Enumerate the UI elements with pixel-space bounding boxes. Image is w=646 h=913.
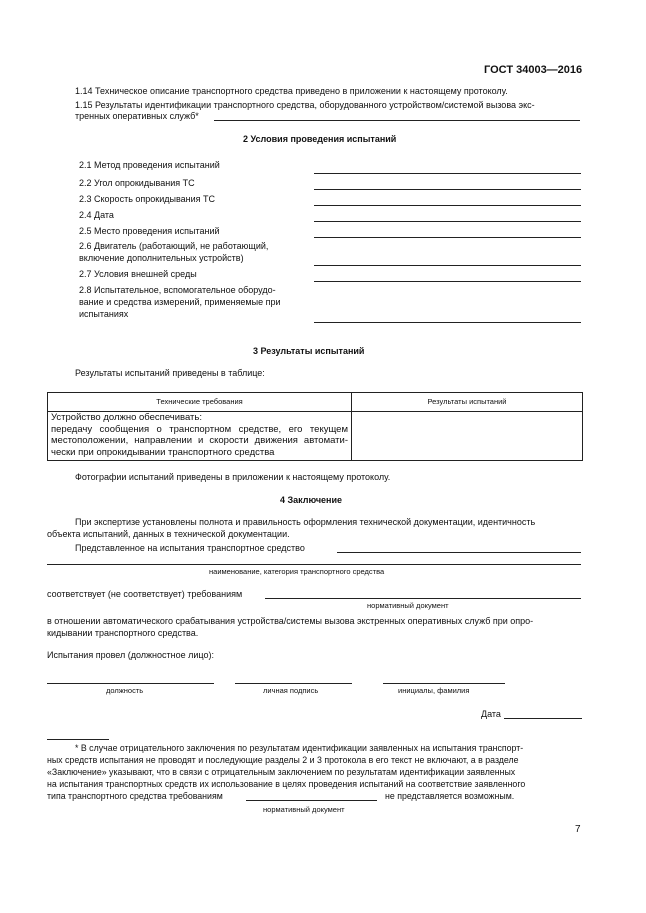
blank-line-2-7[interactable] bbox=[314, 281, 581, 282]
date-field[interactable] bbox=[504, 718, 582, 719]
position-field[interactable] bbox=[47, 683, 214, 684]
blank-line-2-4[interactable] bbox=[314, 221, 581, 222]
requirement-line: чески при опрокидывании транспортного средства bbox=[51, 446, 275, 458]
conclusion-para2-line1: в отношении автоматического срабатывания устройства/системы вызова экстренных оперативных служб при опро- bbox=[47, 616, 534, 626]
section-2-title: 2 Условия проведения испытаний bbox=[243, 134, 397, 144]
requirement-cell bbox=[48, 412, 352, 461]
col-header-results: Результаты испытаний bbox=[352, 393, 583, 412]
photos-note: Фотографии испытаний приведены в приложении к настоящему протоколу. bbox=[75, 472, 391, 482]
presented-vehicle-label: Представленное на испытания транспортное средство bbox=[75, 543, 305, 553]
requirement-line: Устройство должно обеспечивать: bbox=[51, 412, 202, 423]
signature-field[interactable] bbox=[235, 683, 352, 684]
conclusion-para2-line2: кидывании транспортного средства. bbox=[47, 628, 199, 638]
item-2-6-line2: включение дополнительных устройств) bbox=[79, 253, 244, 263]
item-2-8-line2: вание и средства измерений, применяемые при bbox=[79, 297, 281, 307]
blank-line-1-15[interactable] bbox=[214, 120, 580, 121]
footnote-caption-normative: нормативный документ bbox=[263, 805, 345, 814]
footnote-line-3: «Заключение» указывают, что в связи с отрицательным заключением по результатам идентификации заявленных bbox=[47, 767, 516, 777]
item-2-4: 2.4 Дата bbox=[79, 210, 114, 220]
caption-normative: нормативный документ bbox=[367, 601, 449, 610]
caption-signature: личная подпись bbox=[263, 686, 319, 695]
blank-line-2-8[interactable] bbox=[314, 322, 581, 323]
blank-line-2-6[interactable] bbox=[314, 265, 581, 266]
item-2-2: 2.2 Угол опрокидывания ТС bbox=[79, 178, 195, 188]
table-row bbox=[48, 412, 583, 461]
item-2-8-line3: испытаниях bbox=[79, 309, 129, 319]
caption-vehicle: наименование, категория транспортного средства bbox=[209, 567, 385, 576]
complies-label: соответствует (не соответствует) требованиям bbox=[47, 589, 243, 599]
blank-line-2-1[interactable] bbox=[314, 173, 581, 174]
document-id: ГОСТ 34003—2016 bbox=[484, 64, 583, 76]
date-label: Дата bbox=[481, 709, 501, 719]
requirement-line: передачу сообщения о транспортном средстве, его текущем bbox=[51, 423, 348, 435]
table-header-row bbox=[48, 393, 583, 412]
requirements-table bbox=[47, 392, 583, 461]
item-2-7: 2.7 Условия внешней среды bbox=[79, 269, 197, 279]
item-2-5: 2.5 Место проведения испытаний bbox=[79, 226, 220, 236]
blank-line-2-2[interactable] bbox=[314, 189, 581, 190]
item-2-8-line1: 2.8 Испытательное, вспомогательное оборудо- bbox=[79, 285, 276, 295]
conclusion-para1-line2: объекта испытаний, данных в технической документации. bbox=[47, 529, 290, 539]
section-4-title: 4 Заключение bbox=[280, 495, 343, 505]
col-header-requirements: Технические требования bbox=[48, 393, 352, 412]
footnote-line-4: на испытания транспортных средств их использование в целях проведения испытаний на соответствие заявленного bbox=[47, 779, 526, 789]
results-intro: Результаты испытаний приведены в таблице: bbox=[75, 368, 265, 378]
vehicle-name-field-line2[interactable] bbox=[47, 564, 581, 565]
tested-by-label: Испытания провел (должностное лицо): bbox=[47, 650, 214, 660]
conclusion-para1-line1: При экспертизе установлены полнота и правильность оформления технической документации, идентичность bbox=[75, 517, 536, 527]
requirement-line: местоположении, направлении и скорости движения автомати- bbox=[51, 435, 348, 446]
blank-line-2-3[interactable] bbox=[314, 205, 581, 206]
vehicle-name-field[interactable] bbox=[337, 552, 581, 553]
caption-name: инициалы, фамилия bbox=[398, 686, 470, 695]
blank-line-2-5[interactable] bbox=[314, 237, 581, 238]
footnote-line-5-end: не представляется возможным. bbox=[385, 791, 515, 801]
caption-position: должность bbox=[106, 686, 144, 695]
footnote-separator bbox=[47, 739, 109, 740]
item-2-6-line1: 2.6 Двигатель (работающий, не работающий, bbox=[79, 241, 269, 251]
item-1-14: 1.14 Техническое описание транспортного средства приведено в приложении к настоящему протоколу. bbox=[75, 86, 508, 96]
section-3-title: 3 Результаты испытаний bbox=[253, 346, 365, 356]
page-number: 7 bbox=[575, 824, 581, 835]
footnote-line-1: * В случае отрицательного заключения по результатам идентификации заявленных на испытания транспорт- bbox=[75, 743, 524, 753]
footnote-line-2: ных средств испытания не проводят и последующие разделы 2 и 3 протокола в его текст не включают, а в разделе bbox=[47, 755, 519, 765]
normative-document-field[interactable] bbox=[265, 598, 581, 599]
item-1-15-line2: тренных оперативных служб* bbox=[75, 111, 199, 121]
footnote-line-5-start: типа транспортного средства требованиям bbox=[47, 791, 223, 801]
item-2-1: 2.1 Метод проведения испытаний bbox=[79, 160, 220, 170]
item-2-3: 2.3 Скорость опрокидывания ТС bbox=[79, 194, 216, 204]
name-field[interactable] bbox=[383, 683, 505, 684]
item-1-15-line1: 1.15 Результаты идентификации транспортного средства, оборудованного устройством/системой вызова экс- bbox=[75, 100, 535, 110]
result-cell[interactable] bbox=[352, 412, 583, 461]
footnote-normative-field[interactable] bbox=[246, 800, 377, 801]
